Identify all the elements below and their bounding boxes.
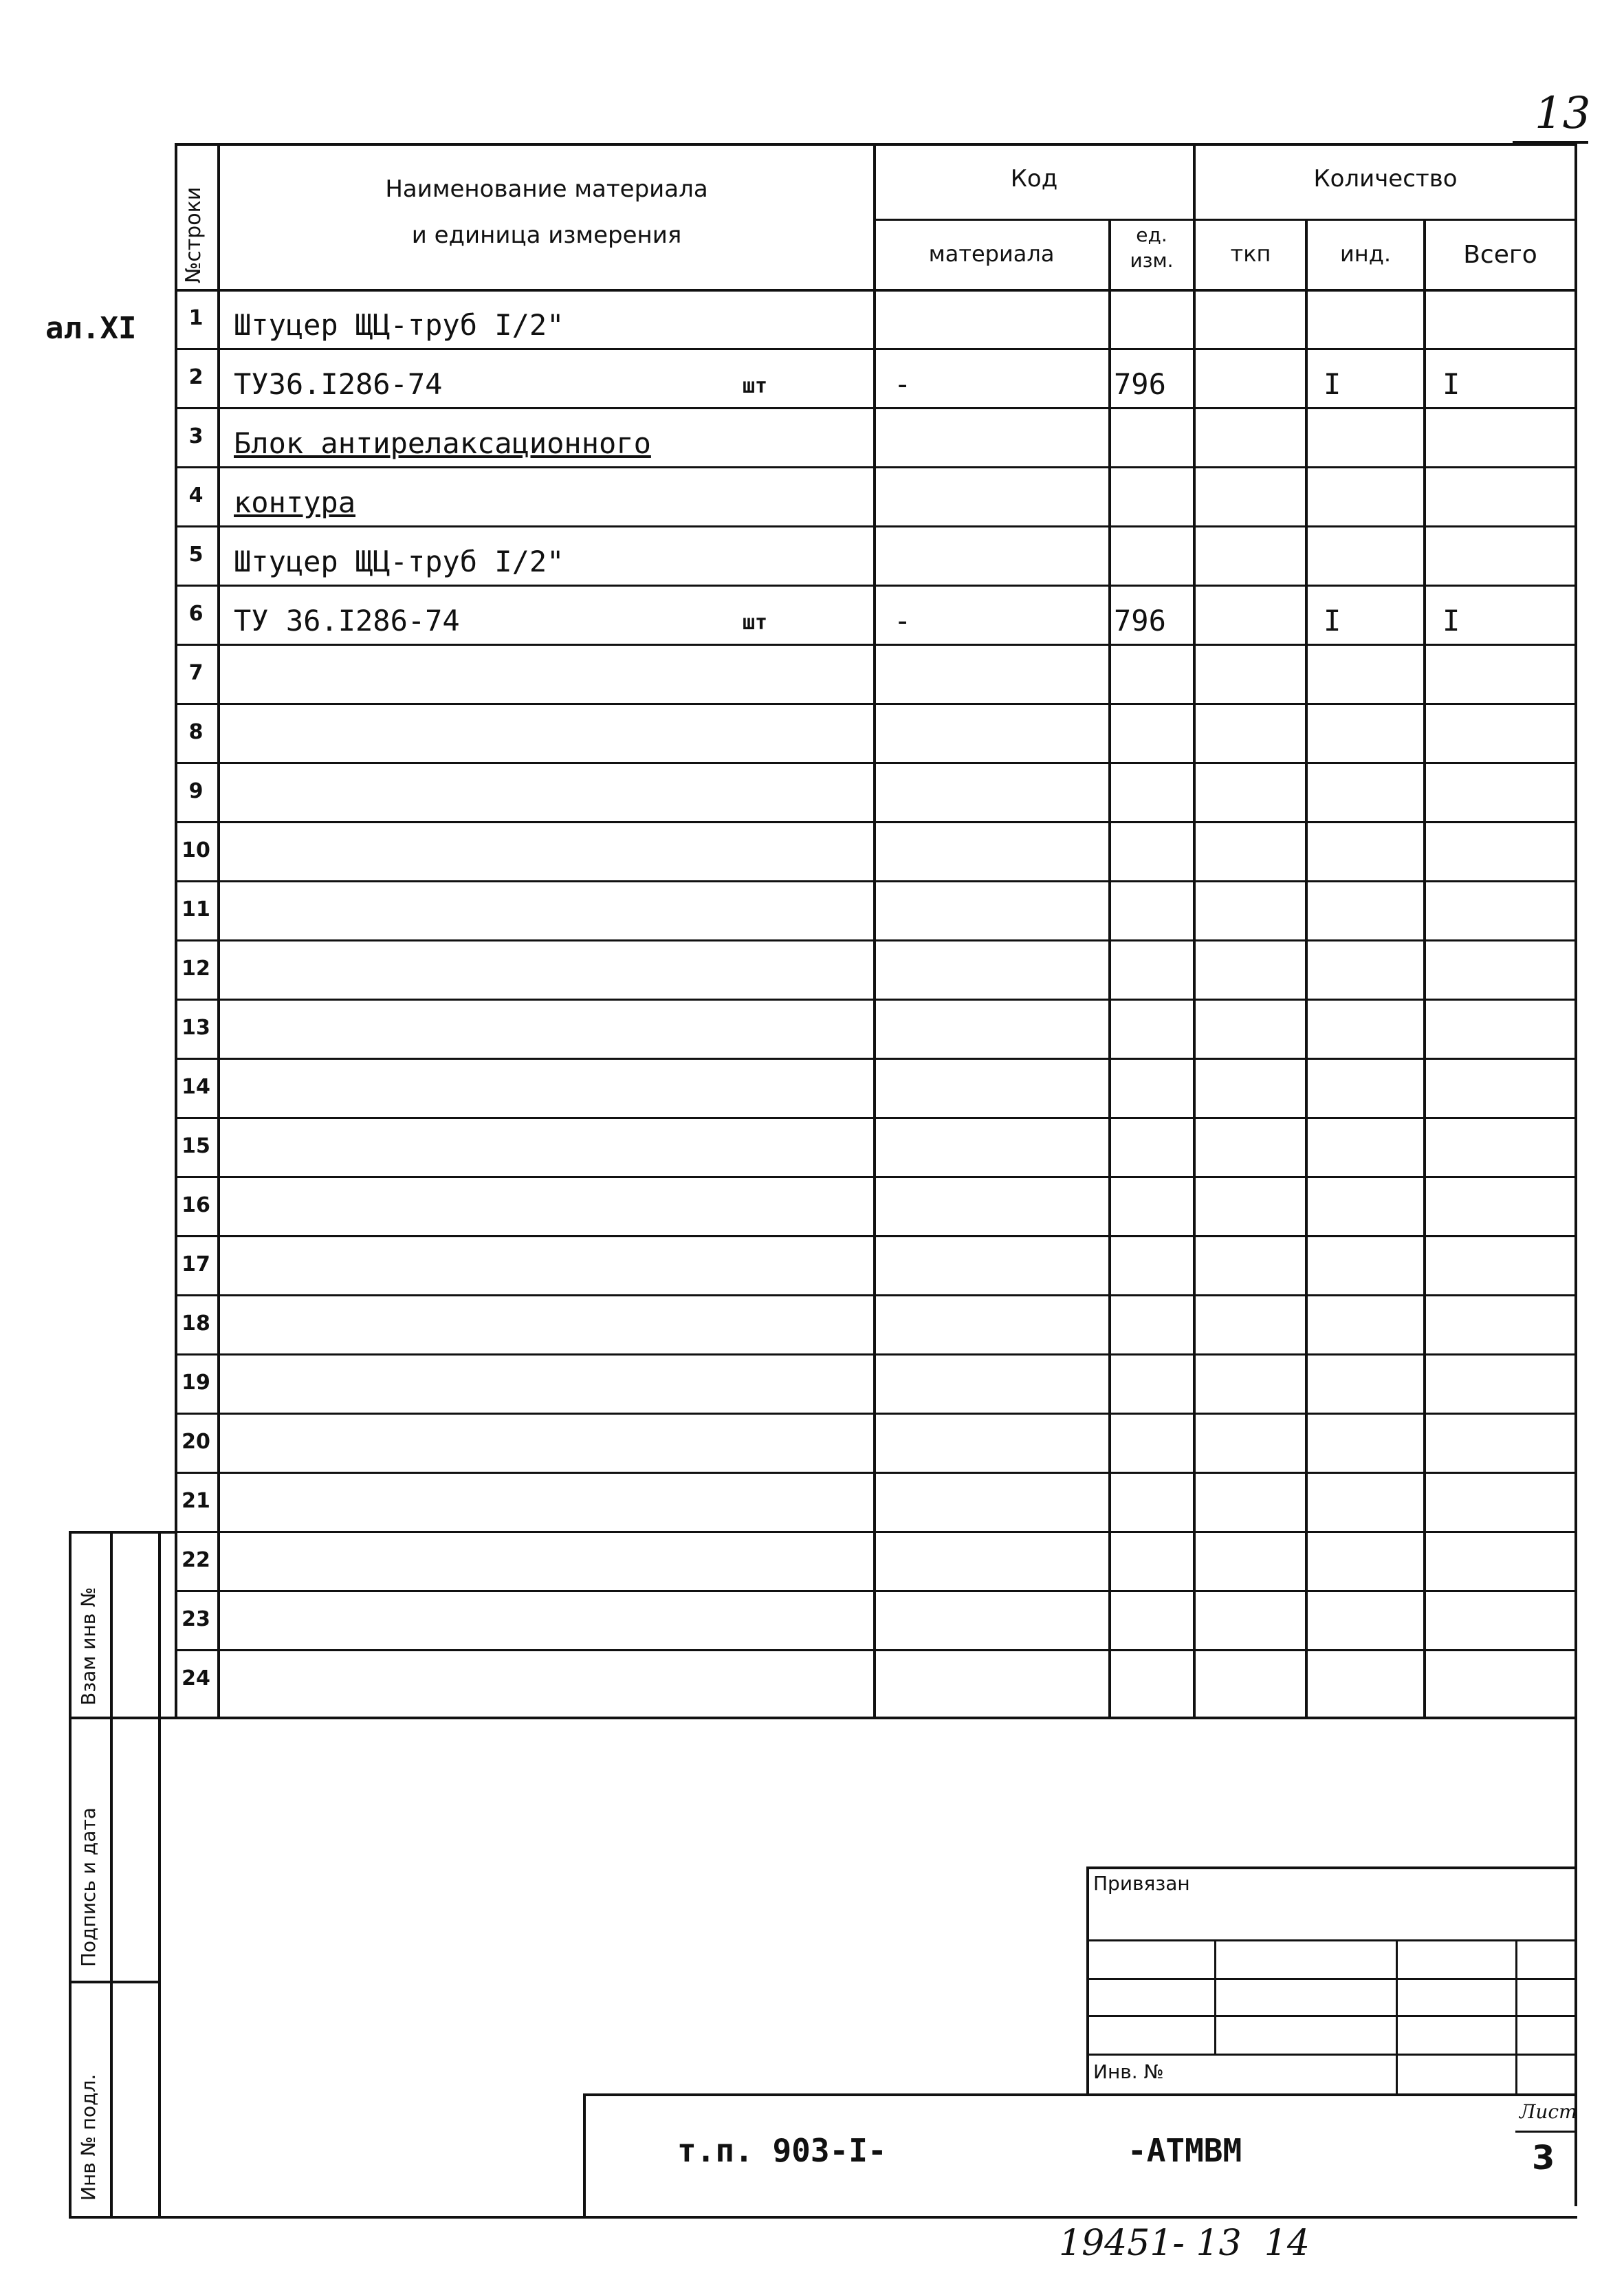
row-line [175,880,1577,882]
row-3-name: Блок антирелаксационного [234,426,651,460]
row-line [175,1649,1577,1651]
row-5-name: Штуцер ЩЦ-труб I/2" [234,545,564,578]
row-number: 21 [182,1489,210,1513]
stamp-line [1086,1978,1577,1980]
row-number: 12 [182,957,210,981]
row-2-total: I [1442,367,1460,401]
stamp-left [1086,1866,1089,2093]
row-line [175,1235,1577,1237]
side-strip-left [69,1531,72,2219]
row-2-material: - [894,367,912,401]
side-strip-div2 [69,1981,161,1983]
header-name-line2: и единица измерения [411,221,682,249]
header-ind: инд. [1339,241,1391,267]
header-unit-1: ед. [1136,224,1167,246]
row-6-code: 796 [1114,604,1166,638]
row-2-code: 796 [1114,367,1166,401]
row-line [175,1472,1577,1474]
stamp-main-top [583,2093,1577,2096]
row-6-unit: шт [743,611,768,635]
stamp-doc-right: -АТМВМ [1128,2132,1242,2169]
table-right-border [1574,143,1577,2206]
row-number: 4 [188,483,204,508]
stamp-sheet-label: Лист [1519,2100,1577,2123]
header-row-no: №строки [182,186,206,283]
side-podpis-data: Подпись и дата [77,1807,100,1967]
row-4-name: контура [234,486,356,519]
row-line [175,644,1577,646]
row-line [175,407,1577,409]
header-code: Код [1010,165,1058,193]
row-number: 9 [188,779,204,803]
stamp-sheet-line [1515,2131,1577,2133]
row-number: 20 [182,1430,210,1454]
row-number: 17 [182,1252,210,1276]
col-name-border [873,143,876,1717]
row-line [175,1531,1577,1533]
stamp-doc-left: т.п. 903-I- [677,2132,887,2169]
stamp-line [1086,1939,1577,1941]
row-2-name: ТУ36.I286-74 [234,367,443,401]
row-number: 2 [188,365,204,389]
table-bottom-border [69,1717,1577,1719]
row-number: 15 [182,1134,210,1158]
row-line [175,999,1577,1001]
row-number: 22 [182,1548,210,1572]
stamp-privyazan: Привязан [1093,1872,1190,1895]
row-6-material: - [894,604,912,638]
stamp-col [1214,1939,1216,2054]
stamp-col [1515,1939,1517,2093]
stamp-main-left [583,2093,586,2217]
row-line [175,762,1577,764]
row-line [175,1353,1577,1356]
row-number: 13 [182,1016,210,1040]
header-tkp: ткп [1230,241,1271,267]
row-2-unit: шт [743,374,768,398]
row-line [175,1117,1577,1119]
footer-handwritten-number: 19451- 13 14 [1059,2223,1310,2264]
header-unit-2: изм. [1130,249,1174,272]
row-number: 11 [182,897,210,922]
row-number: 8 [188,720,204,744]
stamp-line [1086,2015,1577,2017]
row-number: 16 [182,1193,210,1217]
header-bottom-line [175,289,1577,292]
table-top-border [175,143,1577,146]
stamp-sheet-number: 3 [1532,2139,1555,2177]
row-line [175,585,1577,587]
row-2-ind: I [1324,367,1341,401]
page-bottom-border [69,2216,1577,2219]
row-number: 14 [182,1075,210,1099]
row-line [175,821,1577,823]
col-code-border [1193,143,1196,1717]
side-strip-top [69,1531,175,1534]
row-6-total: I [1442,604,1460,638]
row-line [175,1590,1577,1592]
col-ind-border [1423,219,1426,1717]
row-line [175,1413,1577,1415]
row-line [175,1176,1577,1178]
stamp-inv-no: Инв. № [1093,2060,1164,2083]
header-name-line1: Наименование материала [385,175,708,203]
side-strip-right [158,1531,161,2219]
side-inv-podl: Инв № подл. [77,2073,100,2201]
row-number: 1 [188,306,204,330]
stamp-col [1396,1939,1398,2093]
row-number: 6 [188,602,204,626]
row-line [175,939,1577,941]
col-tkp-border [1305,219,1308,1717]
header-mid-line [873,219,1577,221]
left-sheet-label: ал.XI [45,311,137,346]
row-line [175,466,1577,468]
col-material-border [1108,219,1111,1717]
row-line [175,1294,1577,1296]
stamp-top [1086,1866,1577,1869]
row-number: 10 [182,838,210,862]
page-corner-mark: 13 [1535,88,1591,139]
header-material: материала [928,241,1055,267]
side-strip-div1 [69,1717,161,1719]
row-line [175,1058,1577,1060]
row-6-name: ТУ 36.I286-74 [234,604,460,638]
row-line [175,703,1577,705]
row-number: 5 [188,543,204,567]
row-6-ind: I [1324,604,1341,638]
row-number: 19 [182,1371,210,1395]
header-total: Всего [1463,241,1537,269]
row-number: 18 [182,1311,210,1336]
row-1-name: Штуцер ЩЦ-труб I/2" [234,308,564,342]
row-number: 23 [182,1607,210,1631]
stamp-line [1086,2054,1577,2056]
row-number: 7 [188,661,204,685]
header-quantity: Количество [1313,165,1458,193]
side-vzam-inv: Взам инв № [77,1587,100,1706]
row-number: 3 [188,424,204,448]
side-strip-inner [110,1531,113,2219]
row-line [175,348,1577,350]
row-line [175,525,1577,527]
row-number: 24 [182,1666,210,1690]
col-rowno-border [217,143,220,1717]
